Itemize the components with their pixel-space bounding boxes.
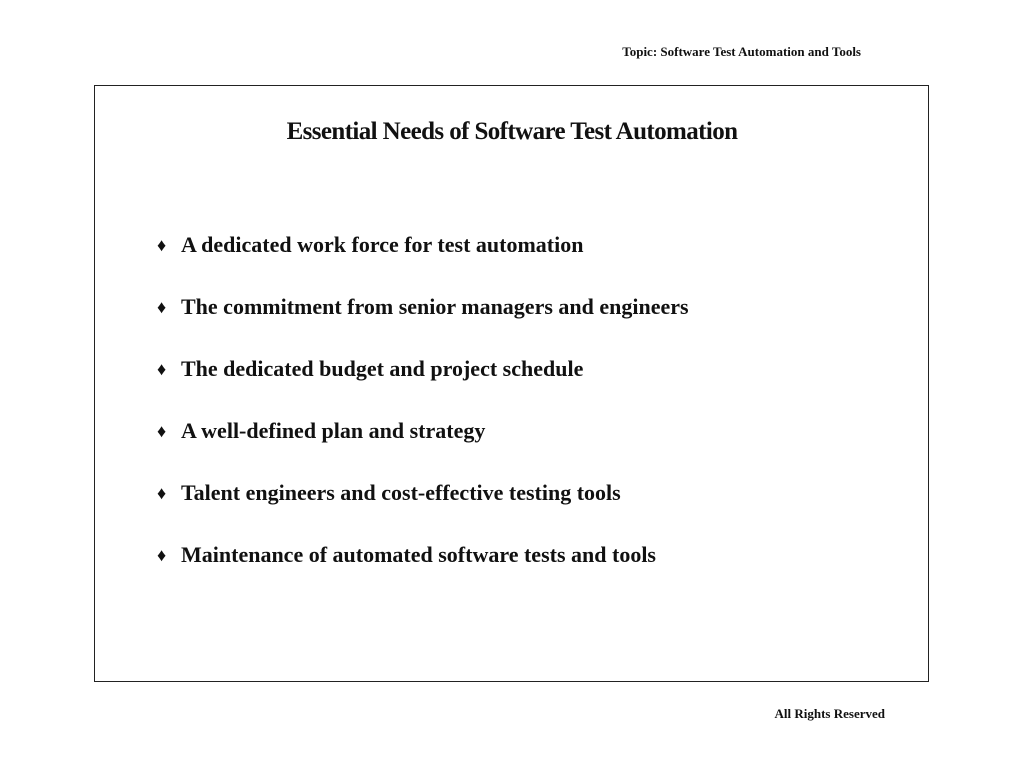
- diamond-bullet-icon: ♦: [157, 359, 167, 379]
- bullet-text: A well-defined plan and strategy: [181, 418, 486, 443]
- bullet-text: Maintenance of automated software tests and tools: [181, 542, 656, 567]
- diamond-bullet-icon: ♦: [157, 421, 167, 441]
- diamond-bullet-icon: ♦: [157, 297, 167, 317]
- bullet-item: [157, 478, 689, 540]
- bullet-text: Talent engineers and cost-effective testing tools: [181, 480, 621, 505]
- bullet-item: [157, 230, 689, 292]
- diamond-bullet-icon: ♦: [157, 545, 167, 565]
- diamond-bullet-icon: ♦: [157, 483, 167, 503]
- diamond-bullet-icon: ♦: [157, 235, 167, 255]
- bullet-item: [157, 354, 689, 416]
- bullet-text: The commitment from senior managers and engineers: [181, 294, 689, 319]
- bullet-item: [157, 540, 689, 602]
- topic-header: Topic: Software Test Automation and Tools: [622, 44, 861, 59]
- bullet-text: A dedicated work force for test automation: [181, 232, 584, 257]
- bullet-list: [157, 230, 689, 602]
- rights-footer: All Rights Reserved: [774, 706, 885, 721]
- bullet-item: [157, 292, 689, 354]
- bullet-item: [157, 416, 689, 478]
- bullet-text: The dedicated budget and project schedule: [181, 356, 584, 381]
- slide-title: Essential Needs of Software Test Automation: [286, 118, 738, 145]
